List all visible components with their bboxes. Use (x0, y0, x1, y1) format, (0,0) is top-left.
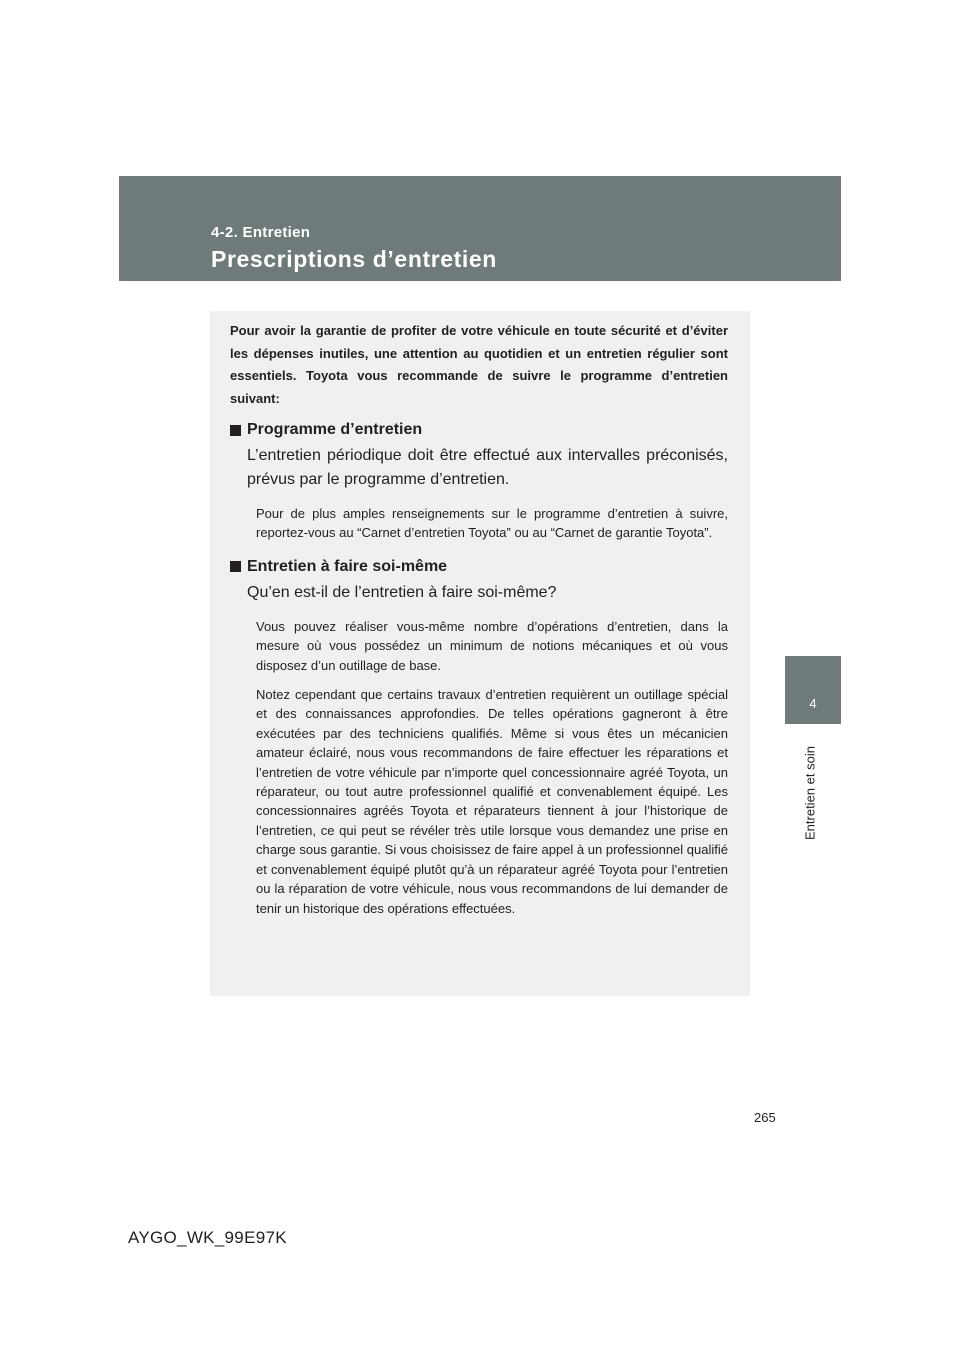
intro-paragraph: Pour avoir la garantie de profiter de votre véhicule en toute sécurité et d’éviter les dépenses inutiles, une attention au quotidien et un entretien régulier sont essentiels. Toyota vous recommande de suivre le programme d’entretien suivant: (230, 323, 728, 406)
chapter-tab-label: Entretien et soin (802, 746, 818, 840)
section-label: 4-2. Entretien (211, 224, 311, 241)
section-heading-text: Entretien à faire soi-même (247, 557, 448, 575)
section-lead: L’entretien périodique doit être effectué aux intervalles préconisés, prévus par le programme d’entretien. (247, 447, 728, 488)
page-title: Prescriptions d’entretien (211, 246, 497, 272)
header-band (119, 176, 841, 281)
document-code: AYGO_WK_99E97K (128, 1228, 287, 1247)
section-lead: Qu’en est-il de l’entretien à faire soi-même? (247, 583, 557, 601)
chapter-tab-number: 4 (809, 696, 817, 711)
section-detail: Pour de plus amples renseignements sur le programme d’entretien à suivre, reportez-vous au “Carnet d’entretien Toyota” ou au “Carnet de garantie Toyota”. (256, 506, 728, 541)
section-heading-soi-meme (230, 557, 728, 577)
section-detail: Vous pouvez réaliser vous-même nombre d’opérations d’entretien, dans la mesure où vous possédez un minimum de notions mécaniques et où vous disposez d’un outillage de base. (256, 618, 728, 673)
page-number: 265 (754, 1110, 776, 1125)
section-heading-programme (230, 420, 728, 440)
square-bullet-icon (230, 561, 241, 572)
section-detail: Notez cependant que certains travaux d’entretien requièrent un outillage spécial et des connaissances approfondies. De telles opérations gagneront à être exécutées par des techniciens qualifiés. Même si vous êtes un mécanicien amateur éclairé, nous vous recommandons de faire effectuer les réparations et l’entretien de votre véhicule par n’importe quel concessionnaire agréé Toyota, un réparateur, ou tout autre professionnel qualifié et convenablement équipé. Les concessionnaires agréés Toyota et réparateurs tiennent à jour l’historique de l’entretien, ce qui peut se révéler très utile lorsque vous demandez une prise en charge sous garantie. Si vous choisissez de faire appel à un professionnel qualifié et convenablement équipé plutôt qu’à un réparateur agréé Toyota pour l’entretien ou la réparation de votre véhicule, nous vous recommandons de lui demander de tenir un historique des opérations effectuées. (256, 687, 728, 916)
content-panel (210, 311, 750, 996)
chapter-tab[interactable] (785, 656, 841, 724)
square-bullet-icon (230, 425, 241, 436)
section-heading-text: Programme d’entretien (247, 421, 423, 438)
